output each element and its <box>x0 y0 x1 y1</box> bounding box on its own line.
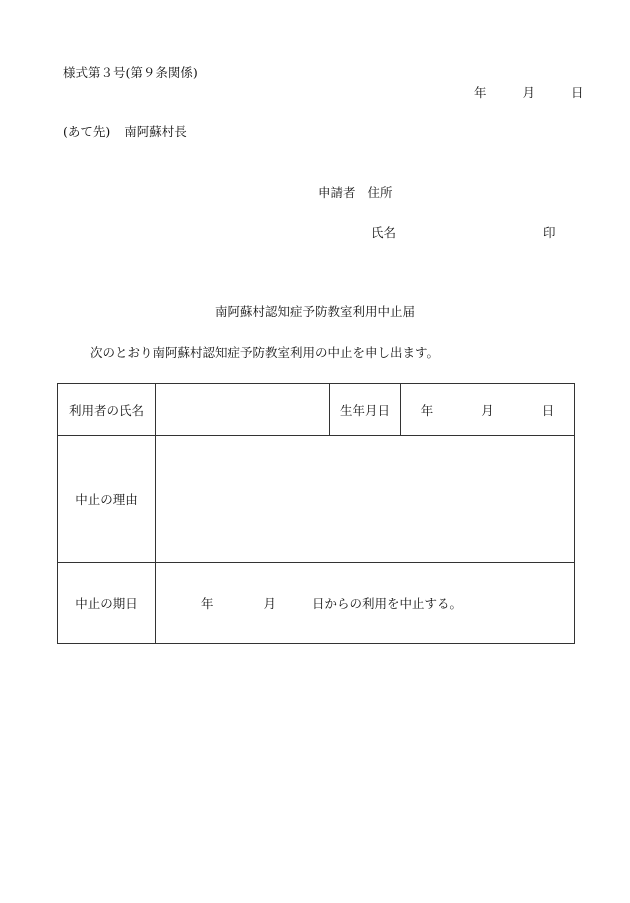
birth-day: 日 <box>541 402 555 418</box>
date-day: 日 <box>570 85 584 100</box>
stop-year: 年 <box>201 596 214 611</box>
birth-month: 月 <box>481 402 494 418</box>
stop-day-suffix: 日からの利用を中止する。 <box>311 596 462 611</box>
birth-year: 年 <box>420 402 434 418</box>
address-label: 住所 <box>367 185 393 200</box>
stop-month: 月 <box>263 596 276 611</box>
applicant-name-label: 氏名 <box>371 225 397 240</box>
form-number-label: 様式第３号(第９条関係) <box>63 65 198 80</box>
statement-text: 次のとおり南阿蘇村認知症予防教室利用の中止を申し出ます。 <box>90 345 440 360</box>
stop-date-label: 中止の期日 <box>58 563 156 644</box>
date-year: 年 <box>474 85 487 100</box>
addressee-prefix: (あて先) <box>63 124 111 139</box>
birth-date-field[interactable] <box>401 384 575 436</box>
form-table <box>57 383 575 644</box>
applicant-address-line <box>318 187 393 200</box>
table-row <box>58 563 575 644</box>
document-title: 南阿蘇村認知症予防教室利用中止届 <box>214 304 415 319</box>
date-month: 月 <box>522 85 535 100</box>
applicant-role: 申請者 <box>318 185 356 200</box>
user-name-label: 利用者の氏名 <box>58 384 156 436</box>
reason-label: 中止の理由 <box>58 436 156 563</box>
addressee-name: 南阿蘇村長 <box>124 124 187 139</box>
addressee <box>63 126 187 139</box>
birth-date-label: 生年月日 <box>330 384 401 436</box>
user-name-field[interactable] <box>156 384 330 436</box>
table-row <box>58 436 575 563</box>
reason-field[interactable] <box>156 436 575 563</box>
seal-mark: 印 <box>543 225 556 240</box>
table-row <box>58 384 575 436</box>
submission-date <box>474 87 583 100</box>
stop-date-field[interactable] <box>156 563 575 644</box>
